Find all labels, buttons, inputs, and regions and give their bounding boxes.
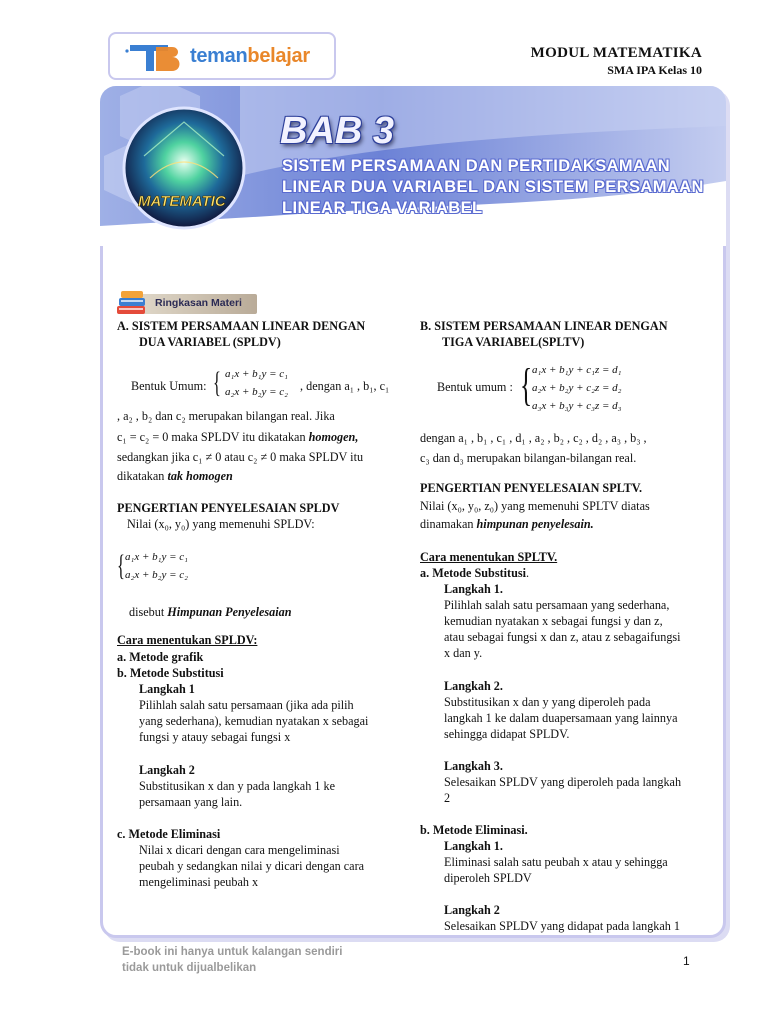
- homogen-text: c₁ = c₂ = 0 maka SPLDV itu dikatakan homogen,: [117, 430, 359, 444]
- eliminasi-langkah-1-line-1: Eliminasi salah satu peubah x atau y sehingga: [444, 855, 668, 869]
- general-form-label-b: Bentuk umum :: [437, 380, 513, 394]
- spltv-eq-2: a₂x + b₂y + c₂z = d₂: [532, 382, 622, 394]
- summary-label: Ringkasan Materi: [155, 297, 242, 309]
- nilai-text: Nilai (x₀, y₀) yang memenuhi SPLDV:: [127, 517, 315, 531]
- disebut-text: disebut Himpunan Penyelesaian: [129, 605, 292, 619]
- spltv-eq-3: a₃x + b₃y + c₃z = d₃: [532, 400, 622, 412]
- logo-text: temanbelajar: [190, 45, 310, 67]
- dinamakan-text: dinamakan himpunan penyelesain.: [420, 517, 594, 531]
- langkah-2-line-2: persamaan yang lain.: [139, 795, 243, 809]
- real-number-text: , a₂ , b₂ dan c₂ merupakan bilangan real. Jika: [117, 409, 335, 423]
- eliminasi-langkah-1: Langkah 1.: [444, 839, 503, 853]
- spltv-system: [520, 359, 670, 418]
- footer-note-line-2: tidak untuk dijualbelikan: [122, 962, 257, 974]
- section-a-heading: A. SISTEM PERSAMAAN LINEAR DENGAN: [117, 319, 366, 333]
- langkah-2-b-line-2: langkah 1 ke dalam duapersamaan yang lainnya: [444, 711, 678, 725]
- module-subtitle: SMA IPA Kelas 10: [607, 63, 702, 77]
- langkah-1-b-line-4: x dan y.: [444, 646, 483, 660]
- spldv-eq-1b: a₁x + b₁y = c₁: [125, 551, 188, 563]
- footer-note: [122, 944, 342, 976]
- eliminasi-langkah-2-line-1: Selesaikan SPLDV yang didapat pada langkah 1: [444, 919, 681, 933]
- nonzero-text: sedangkan jika c₁ ≠ 0 atau c₂ ≠ 0 maka SPLDV itu: [117, 450, 364, 464]
- eliminasi-line-1: Nilai x dicari dengan cara mengeliminasi: [139, 843, 340, 857]
- footer-note-line-1: E-book ini hanya untuk kalangan sendiri: [122, 946, 343, 958]
- eliminasi-line-2: peubah y sedangkan nilai y dicari dengan cara: [139, 859, 365, 873]
- langkah-3-b: Langkah 3.: [444, 759, 503, 773]
- cara-heading: Cara menentukan SPLDV:: [117, 633, 258, 647]
- langkah-1-b: Langkah 1.: [444, 582, 503, 596]
- langkah-1-line-2: yang sederhana), kemudian nyatakan x sebagai: [139, 714, 369, 728]
- brace-icon-2: {: [117, 549, 125, 582]
- eliminasi-line-3: mengeliminasi peubah x: [139, 875, 259, 889]
- metode-eliminasi-b: b. Metode Eliminasi.: [420, 823, 528, 837]
- section-b-heading: B. SISTEM PERSAMAAN LINEAR DENGAN: [420, 319, 668, 333]
- spldv-system: [213, 366, 313, 406]
- metode-grafik: a. Metode grafik: [117, 650, 204, 664]
- spldv-eq-2: a₂x + b₂y = c₂: [225, 386, 288, 398]
- langkah-1-b-line-3: atau sebagai fungsi x dan z, atau z sebagaifungsi: [444, 630, 681, 644]
- langkah-1-b-line-1: Pilihlah salah satu persamaan yang sederhana,: [444, 598, 670, 612]
- langkah-2-b-line-1: Substitusikan x dan y yang diperoleh pada: [444, 695, 651, 709]
- pengertian-heading-b: PENGERTIAN PENYELESAIAN SPLTV.: [420, 481, 643, 495]
- metode-substitusi-b: a. Metode Substitusi.: [420, 566, 530, 580]
- langkah-2-line-1: Substitusikan x dan y pada langkah 1 ke: [139, 779, 335, 793]
- logo-box: [108, 32, 336, 80]
- nilai-text-b: Nilai (x₀, y₀, z₀) yang memenuhi SPLTV diatas: [420, 499, 650, 513]
- langkah-1-b-line-2: kemudian nyatakan x sebagai fungsi y dan z,: [444, 614, 663, 628]
- spldv-eq-2b: a₂x + b₂y = c₂: [125, 569, 188, 581]
- eliminasi-langkah-2: Langkah 2: [444, 903, 500, 917]
- section-a-heading-2: DUA VARIABEL (SPLDV): [139, 335, 281, 349]
- books-icon: [115, 288, 151, 318]
- langkah-2-b: Langkah 2.: [444, 679, 503, 693]
- langkah-1-line-3: fungsi y atauy sebagai fungsi x: [139, 730, 291, 744]
- module-title: MODUL MATEMATIKA: [530, 45, 702, 61]
- real-number-text-b: c₃ dan d₃ merupakan bilangan-bilangan real.: [420, 451, 637, 465]
- langkah-1-line-1: Pilihlah salah satu persamaan (jika ada pilih: [139, 698, 354, 712]
- dengan-text-b: dengan a₁ , b₁ , c₁ , d₁ , a₂ , b₂ , c₂ , d₂ , a₃ , b₃ ,: [420, 431, 647, 445]
- langkah-3-b-line-1: Selesaikan SPLDV yang diperoleh pada langkah: [444, 775, 682, 789]
- dengan-text: , dengan a₁ , b₁, c₁: [300, 379, 390, 393]
- tak-homogen-text: dikatakan tak homogen: [117, 469, 233, 483]
- eliminasi-langkah-1-line-2: diperoleh SPLDV: [444, 871, 532, 885]
- spldv-eq-1: a₁x + b₁y = c₁: [225, 368, 288, 380]
- general-form-label: Bentuk Umum:: [131, 379, 207, 393]
- cara-heading-b: Cara menentukan SPLTV.: [420, 550, 558, 564]
- langkah-2: Langkah 2: [139, 763, 195, 777]
- pengertian-heading: PENGERTIAN PENYELESAIAN SPLDV: [117, 501, 340, 515]
- banner-badge-text: MATEMATIC: [138, 193, 226, 210]
- page-number: 1: [683, 954, 690, 968]
- langkah-3-b-line-2: 2: [444, 791, 451, 805]
- chapter-number: BAB 3: [280, 110, 395, 152]
- spldv-system-2: [117, 549, 217, 589]
- metode-eliminasi: c. Metode Eliminasi: [117, 827, 221, 841]
- section-b-heading-2: TIGA VARIABEL(SPLTV): [442, 335, 585, 349]
- brace-icon: {: [213, 366, 221, 399]
- spltv-eq-1: a₁x + b₁y + c₁z = d₁: [532, 364, 622, 376]
- logo-icon: [124, 41, 186, 73]
- langkah-2-b-line-3: sehingga didapat SPLDV.: [444, 727, 570, 741]
- langkah-1: Langkah 1: [139, 682, 195, 696]
- summary-label-box: [115, 288, 257, 318]
- metode-substitusi: b. Metode Substitusi: [117, 666, 224, 680]
- chapter-title: SISTEM PERSAMAAN DAN PERTIDAKSAMAAN LINEAR DUA VARIABEL DAN SISTEM PERSAMAAN LINEAR TIGA VARIABEL: [282, 157, 704, 217]
- brace-icon-3: {: [520, 359, 533, 410]
